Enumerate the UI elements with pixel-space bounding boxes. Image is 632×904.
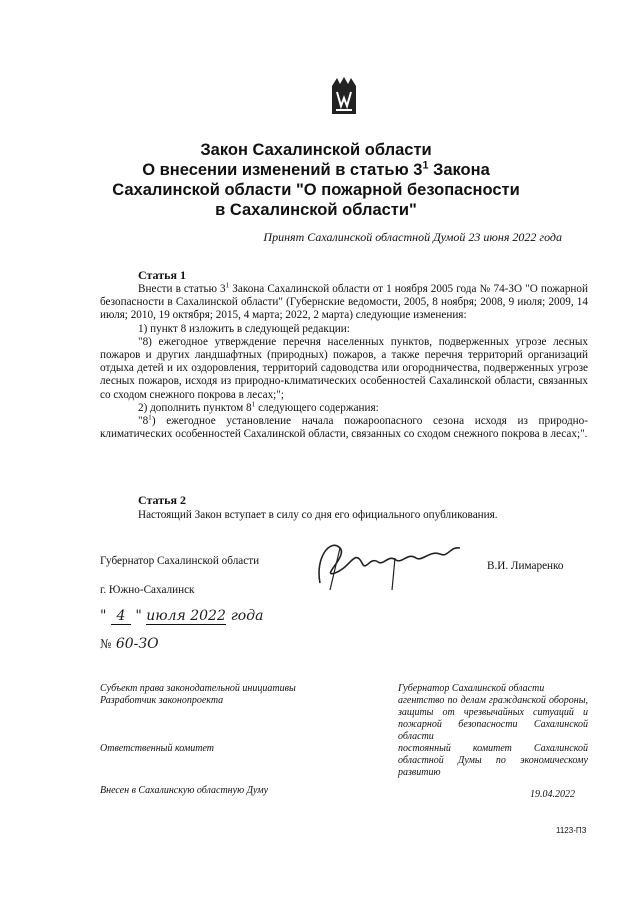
article-1-body bbox=[100, 283, 588, 441]
footer-left-1: Субъект права законодательной инициативы bbox=[100, 683, 296, 694]
signature-icon bbox=[300, 528, 480, 598]
article-1-heading: Статья 1 bbox=[138, 268, 186, 282]
footer-left-4: Внесен в Сахалинскую областную Думу bbox=[100, 785, 269, 796]
adopted-date: Принят Сахалинской областной Думой 23 июня 2022 года bbox=[263, 230, 562, 244]
footer-left-3: Ответственный комитет bbox=[100, 743, 214, 754]
article-1-intro: Внести в статью $3^1$ Закона Сахалинской области от 1 ноября 2005 года № 74-ЗО "О пожарной безопасности в Сахалинской области" (Губернские ведомости, 2005, 8 ноября; 2008, 9 июля; 2009, 14 июля; 2010, 19 октября; 2015, 4 марта; 2022, 2 марта) следующие изменения: bbox=[100, 281, 588, 322]
article-2-heading: Статья 2 bbox=[138, 493, 186, 507]
article-1-item-2-text: "$8^1$) ежегодное установление начала пожароопасного сезона исходя из природно-климатических особенностей Сахалинской области, связанных со сходом снежного покрова в лесах;". bbox=[100, 413, 588, 441]
handwritten-date: " 4 " июля 2022 года bbox=[100, 608, 264, 624]
handwritten-number: № 60-ЗО bbox=[100, 636, 159, 652]
footer-right-1: Губернатор Сахалинской области bbox=[398, 683, 545, 694]
city: г. Южно-Сахалинск bbox=[100, 584, 195, 596]
article-1-item-1: 1) пункт 8 изложить в следующей редакции: bbox=[138, 322, 350, 335]
footer-right-2: агентство по делам гражданской обороны, защиты от чрезвычайных ситуаций и пожарной безопасности Сахалинской области bbox=[398, 695, 588, 742]
footer-left-2: Разработчик законопроекта bbox=[100, 695, 224, 706]
article-1-item-2: 2) дополнить пунктом $8^1$ следующего содержания: bbox=[138, 400, 379, 414]
article-1-item-1-text: "8) ежегодное утверждение перечня населенных пунктов, подверженных угрозе лесных пожаров и других ландшафтных (природных) пожаров, а также перечня территорий организаций отдыха детей и их оздоровления, территорий садоводства или огородничества, подверженных угрозе лесных пожаров, исходя из природно-климатических особенностей Сахалинской области, связанных со сходом снежного покрова в лесах;"; bbox=[100, 335, 588, 401]
governor-label: Губернатор Сахалинской области bbox=[100, 555, 260, 567]
footer-right-4: 19.04.2022 bbox=[530, 789, 575, 800]
document-title: Закон Сахалинской области О внесении изменений в статью $3^1$ Закона Сахалинской области "О пожарной безопасности в Сахалинской области" bbox=[112, 141, 520, 219]
coat-of-arms-icon bbox=[330, 76, 358, 116]
governor-name: В.И. Лимаренко bbox=[487, 560, 564, 572]
article-2-text: Настоящий Закон вступает в силу со дня его официального опубликования. bbox=[138, 509, 498, 521]
doc-code: 1123-ПЗ bbox=[556, 826, 587, 835]
footer-right-3: постоянный комитет Сахалинской областной Думы по экономическому развитию bbox=[398, 743, 588, 778]
